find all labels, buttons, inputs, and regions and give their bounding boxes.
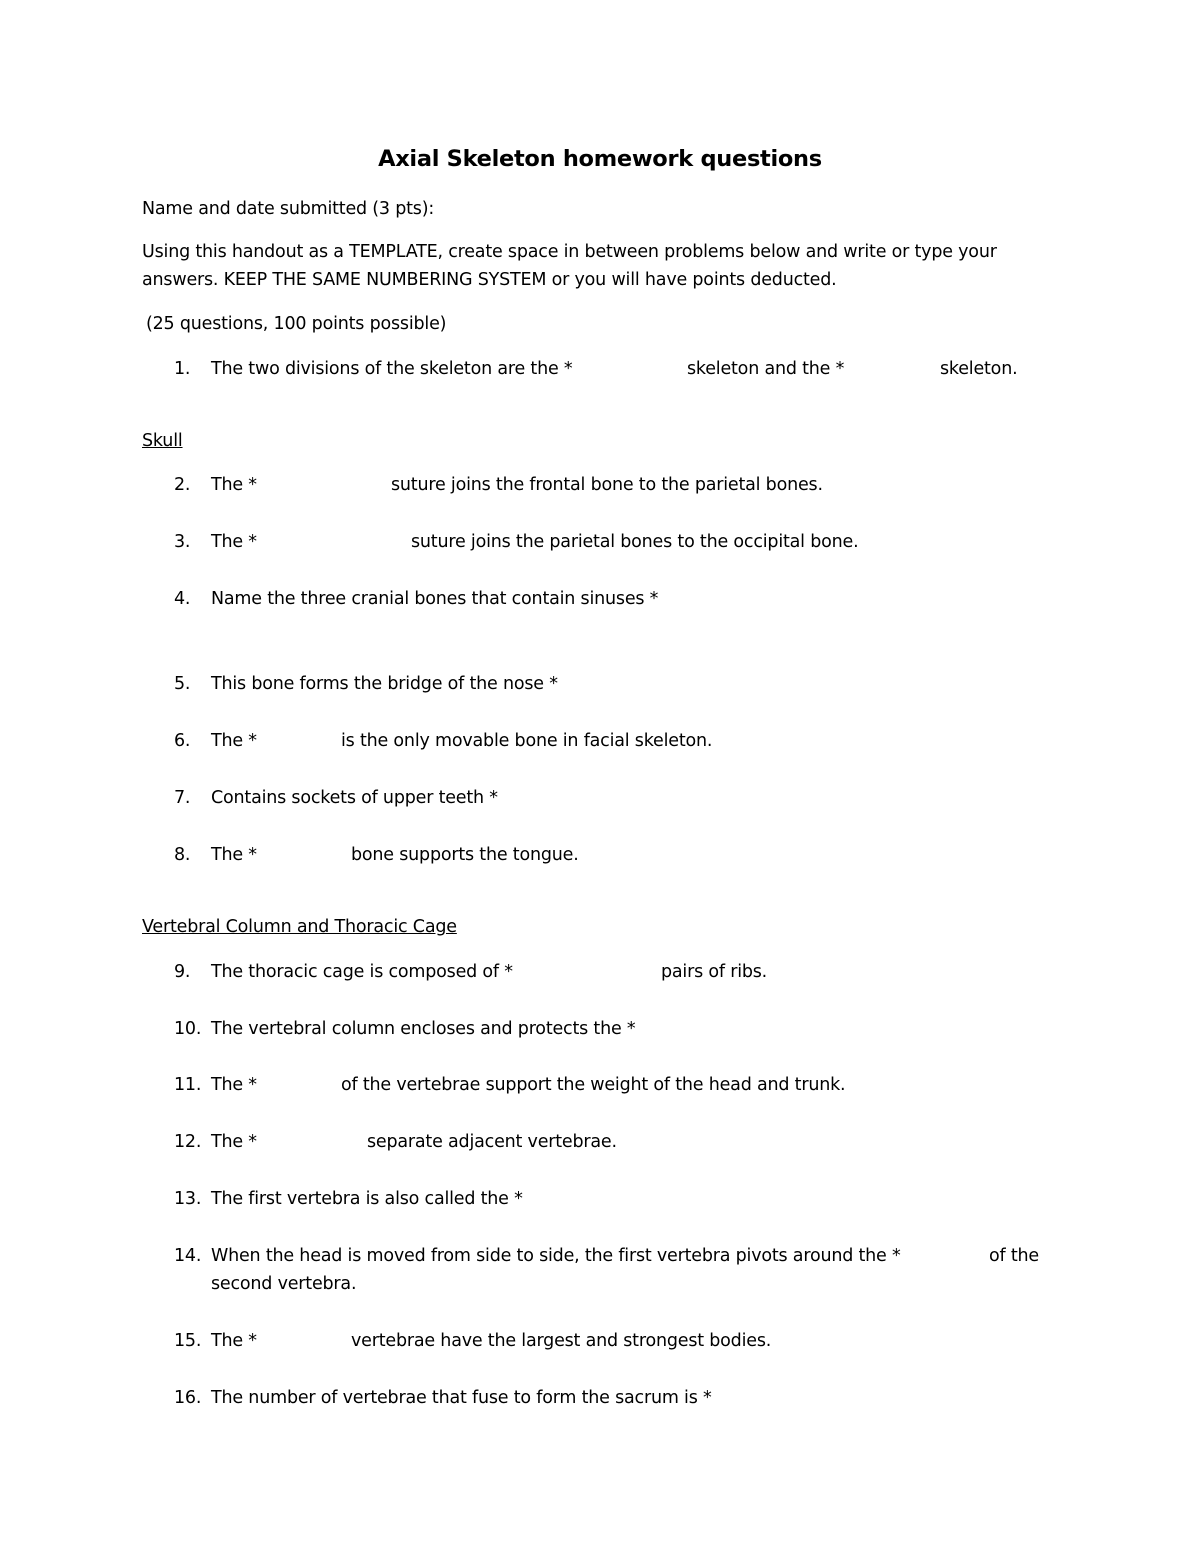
question-1 — [0, 357, 1200, 381]
question-text-continued: is the only movable bone in facial skeleton. — [341, 731, 713, 751]
question-13 — [0, 1187, 1200, 1211]
question-text: The * — [211, 475, 257, 495]
question-number: 3. — [174, 532, 191, 552]
question-8 — [0, 843, 1200, 867]
question-2 — [0, 473, 1200, 497]
question-3 — [0, 530, 1200, 554]
question-text-continued: of the — [989, 1246, 1039, 1266]
question-12 — [0, 1130, 1200, 1154]
question-number: 4. — [174, 589, 191, 609]
question-text: The number of vertebrae that fuse to form the sacrum is * — [211, 1388, 712, 1408]
section-heading-vertebral-column: Vertebral Column and Thoracic Cage — [142, 917, 457, 937]
question-number: 13. — [174, 1189, 202, 1209]
question-text: The * — [211, 1132, 257, 1152]
question-number: 9. — [174, 962, 191, 982]
question-7 — [0, 786, 1200, 810]
question-text-continued: suture joins the parietal bones to the occipital bone. — [411, 532, 859, 552]
question-number: 15. — [174, 1331, 202, 1351]
question-text: The * — [211, 1331, 257, 1351]
name-date-line: Name and date submitted (3 pts): — [142, 199, 435, 219]
question-number: 10. — [174, 1019, 202, 1039]
question-4 — [0, 587, 1200, 611]
question-5 — [0, 672, 1200, 696]
question-number: 2. — [174, 475, 191, 495]
question-text-continued: separate adjacent vertebrae. — [367, 1132, 617, 1152]
question-text: The two divisions of the skeleton are the * — [211, 359, 573, 379]
question-text: Name the three cranial bones that contain sinuses * — [211, 589, 659, 609]
points-possible: (25 questions, 100 points possible) — [146, 314, 447, 334]
question-number: 5. — [174, 674, 191, 694]
question-9 — [0, 960, 1200, 984]
question-number: 8. — [174, 845, 191, 865]
question-11 — [0, 1073, 1200, 1097]
question-number: 1. — [174, 359, 191, 379]
question-text: This bone forms the bridge of the nose * — [211, 674, 558, 694]
question-text-continued: of the vertebrae support the weight of the head and trunk. — [341, 1075, 846, 1095]
question-text: The * — [211, 532, 257, 552]
question-text-continued: skeleton and the * — [687, 359, 845, 379]
question-text: The first vertebra is also called the * — [211, 1189, 523, 1209]
question-text-continued: pairs of ribs. — [661, 962, 768, 982]
question-6 — [0, 729, 1200, 753]
question-text-continued: vertebrae have the largest and strongest bodies. — [351, 1331, 772, 1351]
question-text: Contains sockets of upper teeth * — [211, 788, 498, 808]
question-text-second-line: second vertebra. — [211, 1274, 357, 1294]
question-15 — [0, 1329, 1200, 1353]
question-number: 12. — [174, 1132, 202, 1152]
question-number: 7. — [174, 788, 191, 808]
instructions-line-2: answers. KEEP THE SAME NUMBERING SYSTEM or you will have points deducted. — [142, 270, 837, 290]
document-title: Axial Skeleton homework questions — [378, 146, 822, 172]
section-heading-skull: Skull — [142, 431, 183, 451]
question-10 — [0, 1017, 1200, 1041]
question-text: The * — [211, 1075, 257, 1095]
question-text-continued: bone supports the tongue. — [351, 845, 579, 865]
question-text: The vertebral column encloses and protects the * — [211, 1019, 636, 1039]
question-text: The * — [211, 731, 257, 751]
question-14 — [0, 1244, 1200, 1296]
question-text-continued: suture joins the frontal bone to the parietal bones. — [391, 475, 823, 495]
question-number: 11. — [174, 1075, 202, 1095]
question-16 — [0, 1386, 1200, 1410]
question-number: 6. — [174, 731, 191, 751]
question-number: 14. — [174, 1246, 202, 1266]
instructions-line-1: Using this handout as a TEMPLATE, create space in between problems below and write or type your — [142, 242, 997, 262]
question-text-end: skeleton. — [940, 359, 1018, 379]
question-number: 16. — [174, 1388, 202, 1408]
question-text: The thoracic cage is composed of * — [211, 962, 513, 982]
question-text: The * — [211, 845, 257, 865]
question-text: When the head is moved from side to side, the first vertebra pivots around the * — [211, 1246, 901, 1266]
